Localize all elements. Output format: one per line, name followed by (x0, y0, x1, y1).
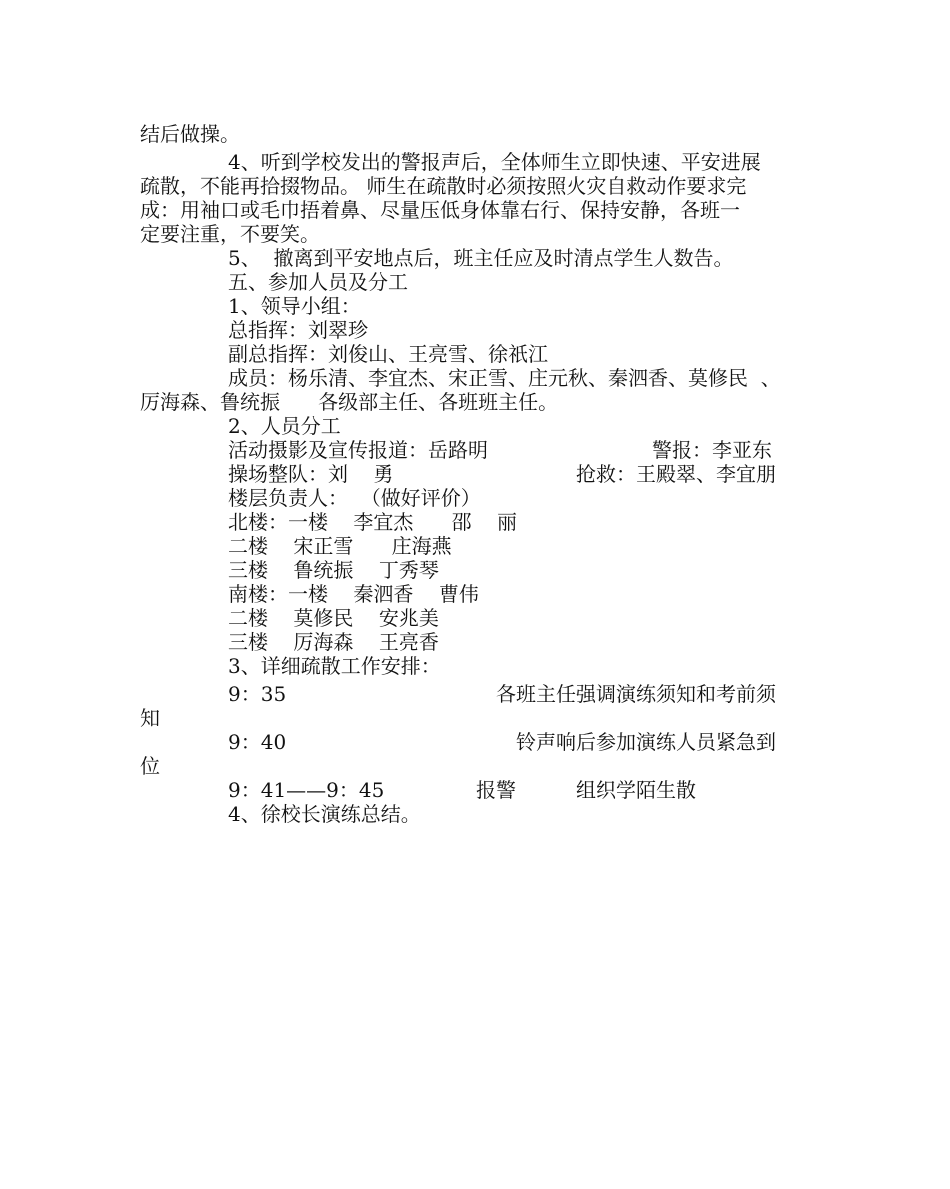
schedule-time: 9：35 (228, 682, 287, 706)
text-line: 知 (140, 706, 160, 730)
text-line: 北楼：一楼 李宜杰 邵 丽 (228, 510, 518, 534)
text-line: 结后做操。 (140, 122, 240, 146)
text-line: 5、 撤离到平安地点后，班主任应及时清点学生人数告。 (228, 246, 734, 270)
text-line: 三楼 厉海森 王亮香 (228, 630, 439, 654)
text-line: 4、徐校长演练总结。 (228, 802, 421, 826)
schedule-time: 9：40 (228, 730, 287, 754)
text-line: 疏散，不能再拾掇物品。 师生在疏散时必须按照火灾自救动作要求完 (140, 174, 747, 198)
schedule-time: 9：41——9：45 (228, 778, 385, 802)
text-segment: 抢救：王殿翠、李宜朋 (576, 462, 776, 486)
subsection-heading: 3、详细疏散工作安排： (228, 654, 441, 678)
subsection-heading: 2、人员分工 (228, 414, 341, 438)
schedule-item: 各班主任强调演练须知和考前须 (496, 682, 776, 706)
text-line: 操场整队：刘 勇 (228, 462, 394, 486)
subsection-heading: 1、领导小组： (228, 294, 361, 318)
text-line: 南楼：一楼 秦泗香 曹伟 (228, 582, 479, 606)
text-line: 副总指挥：刘俊山、王亮雪、徐祇江 (228, 342, 548, 366)
text-line: 楼层负责人： （做好评价） (228, 486, 481, 510)
text-line: 三楼 鲁统振 丁秀琴 (228, 558, 439, 582)
text-line: 活动摄影及宣传报道：岳路明 (228, 438, 488, 462)
text-line: 成员：杨乐清、李宜杰、宋正雪、庄元秋、秦泗香、莫修民 、 (228, 366, 781, 390)
schedule-item: 组织学陌生散 (576, 778, 696, 802)
section-heading: 五、参加人员及分工 (228, 270, 408, 294)
text-line: 厉海森、鲁统振 各级部主任、各班班主任。 (140, 390, 559, 414)
text-line: 成：用袖口或毛巾捂着鼻、尽量压低身体靠右行、保持安静，各班一 (140, 198, 740, 222)
text-line: 位 (140, 754, 160, 778)
text-line: 二楼 宋正雪 庄海燕 (228, 534, 452, 558)
text-line: 二楼 莫修民 安兆美 (228, 606, 439, 630)
schedule-item: 铃声响后参加演练人员紧急到 (516, 730, 776, 754)
text-line: 总指挥：刘翠珍 (228, 318, 368, 342)
schedule-item: 报警 (476, 778, 516, 802)
text-segment: 警报：李亚东 (652, 438, 772, 462)
text-line: 4、听到学校发出的警报声后，全体师生立即快速、平安进展 (228, 150, 761, 174)
text-line: 定要注重，不要笑。 (140, 222, 320, 246)
